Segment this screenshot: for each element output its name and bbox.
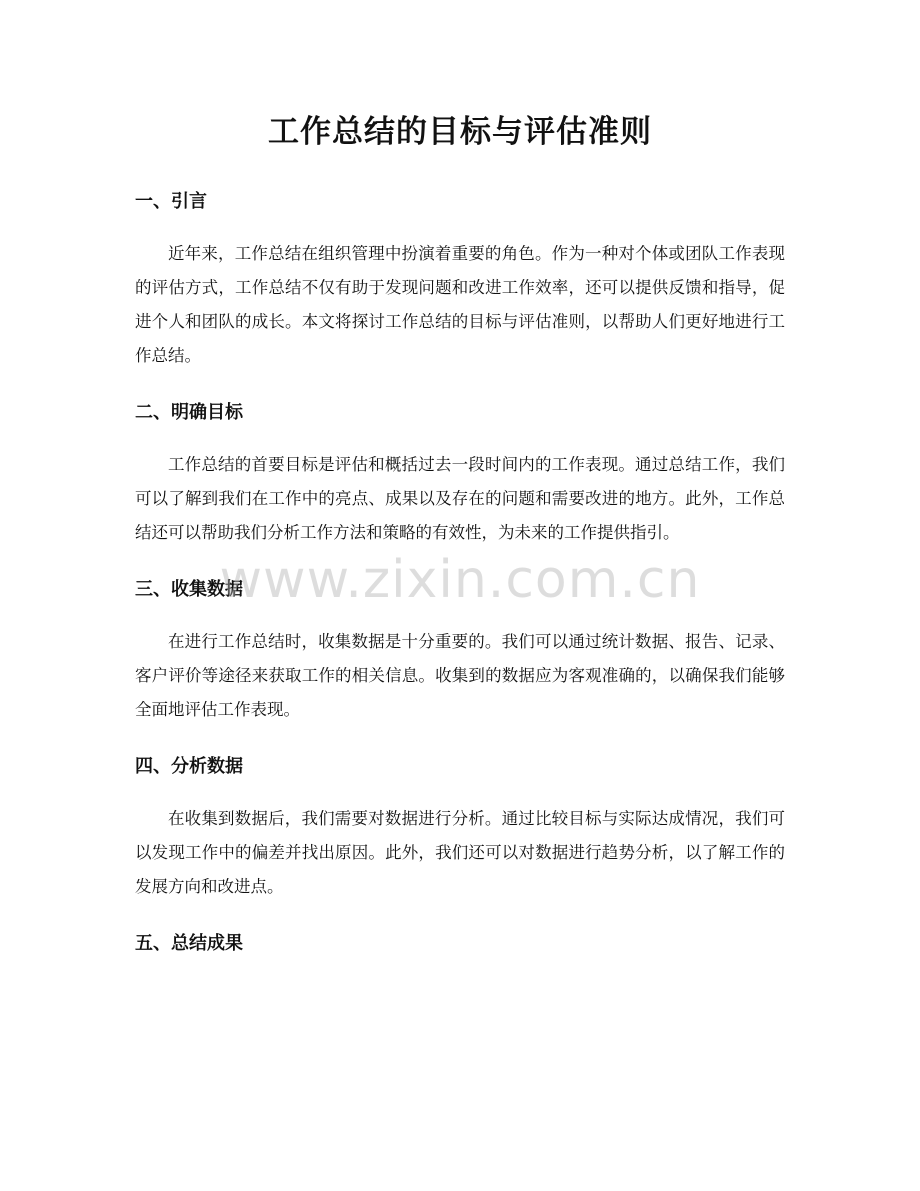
section-paragraph: 在进行工作总结时，收集数据是十分重要的。我们可以通过统计数据、报告、记录、客户评价等途径来获取工作的相关信息。收集到的数据应为客观准确的，以确保我们能够全面地评估工作表现。: [135, 632, 785, 719]
section-paragraph: 工作总结的首要目标是评估和概括过去一段时间内的工作表现。通过总结工作，我们可以了解到我们在工作中的亮点、成果以及存在的问题和需要改进的地方。此外，工作总结还可以帮助我们分析工作方法和策略的有效性，为未来的工作提供指引。: [135, 455, 785, 542]
section-heading: 三、收集数据: [135, 579, 243, 600]
section-paragraph: 在收集到数据后，我们需要对数据进行分析。通过比较目标与实际达成情况，我们可以发现工作中的偏差并找出原因。此外，我们还可以对数据进行趋势分析，以了解工作的发展方向和改进点。: [135, 809, 785, 896]
section-collect-data: [135, 578, 785, 727]
section-analyze-data: [135, 755, 785, 904]
section-paragraph: 近年来，工作总结在组织管理中扮演着重要的角色。作为一种对个体或团队工作表现的评估方式，工作总结不仅有助于发现问题和改进工作效率，还可以提供反馈和指导，促进个人和团队的成长。本文将探讨工作总结的目标与评估准则，以帮助人们更好地进行工作总结。: [135, 244, 785, 365]
document-title: 工作总结的目标与评估准则: [268, 114, 652, 150]
section-heading: 一、引言: [135, 191, 207, 212]
section-heading: 四、分析数据: [135, 756, 243, 777]
section-heading: 五、总结成果: [135, 933, 243, 954]
section-clear-goals: [135, 401, 785, 550]
watermark: www.zixin.com.cn: [219, 550, 701, 610]
section-introduction: [135, 190, 785, 373]
section-summarize-results: [135, 932, 785, 956]
section-heading: 二、明确目标: [135, 402, 243, 423]
